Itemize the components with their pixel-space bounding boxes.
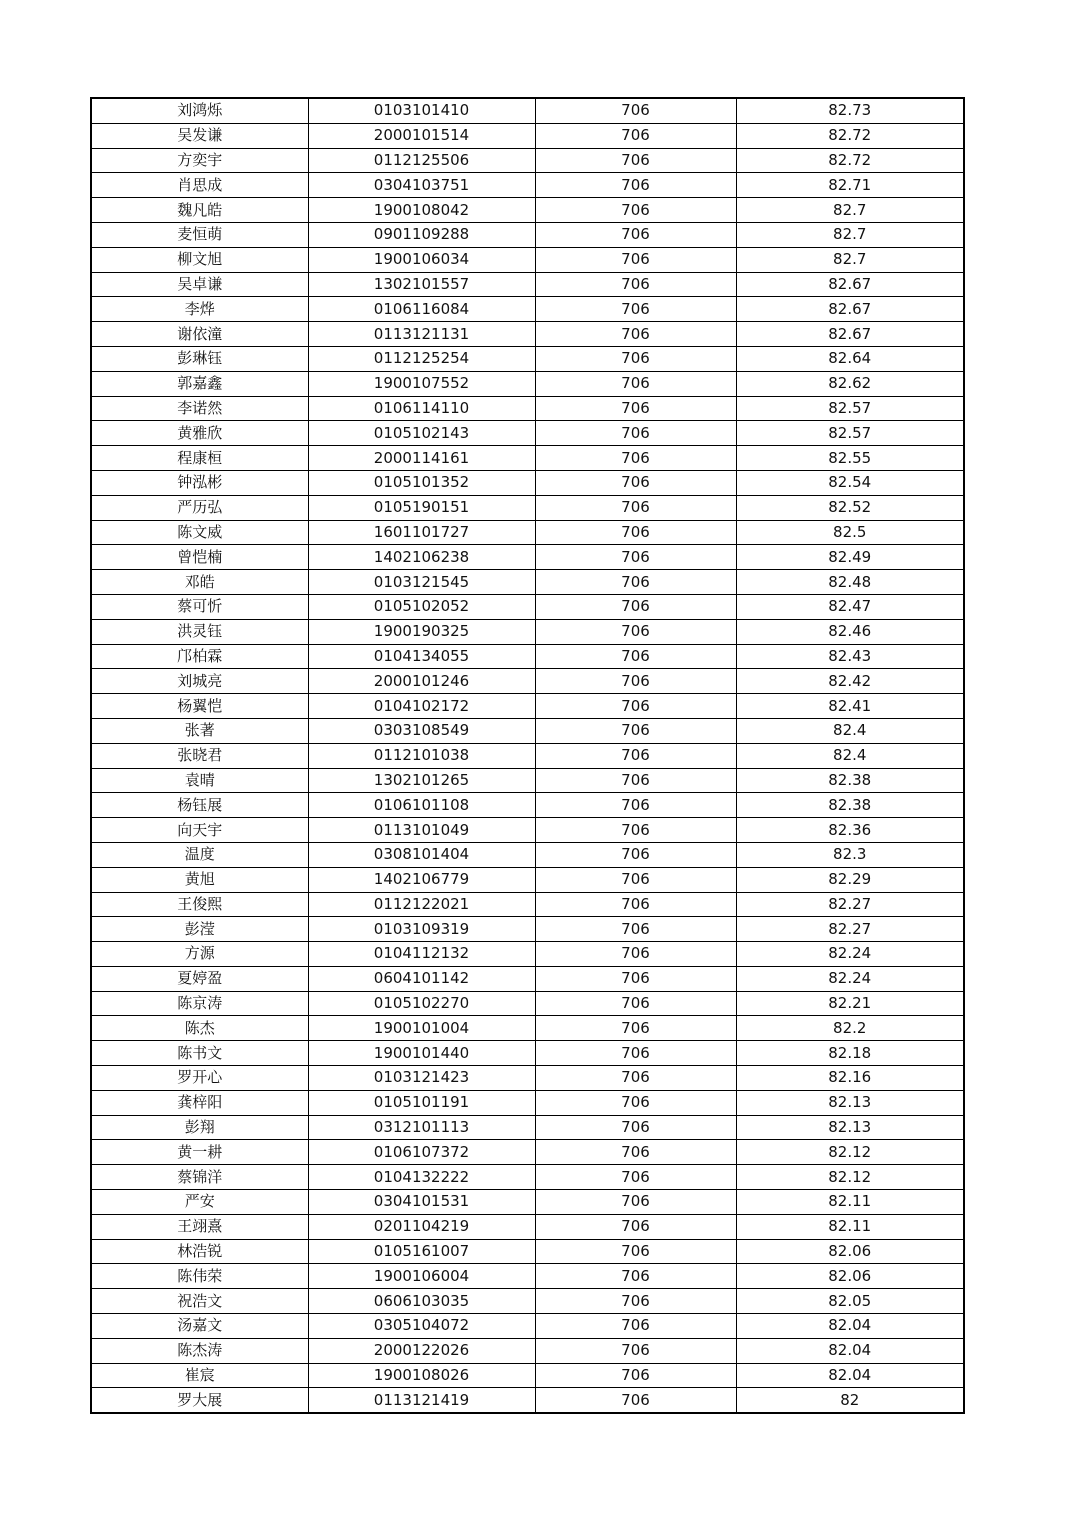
score-cell: 82.06	[736, 1264, 964, 1289]
table-row	[91, 1314, 964, 1339]
student-name-cell: 方奕宇	[91, 148, 308, 173]
score-table-body	[91, 98, 964, 1413]
score-cell: 82.38	[736, 768, 964, 793]
subject-code-cell: 706	[535, 1190, 736, 1215]
table-row	[91, 669, 964, 694]
exam-id-cell: 0303108549	[308, 718, 535, 743]
score-table	[90, 97, 965, 1414]
table-row	[91, 892, 964, 917]
table-row	[91, 371, 964, 396]
student-name-cell: 刘鸿烁	[91, 98, 308, 123]
student-name-cell: 杨钰展	[91, 793, 308, 818]
subject-code-cell: 706	[535, 1140, 736, 1165]
score-cell: 82.27	[736, 892, 964, 917]
student-name-cell: 杨翼恺	[91, 694, 308, 719]
subject-code-cell: 706	[535, 198, 736, 223]
table-row	[91, 98, 964, 123]
student-name-cell: 黄一耕	[91, 1140, 308, 1165]
student-name-cell: 肖思成	[91, 173, 308, 198]
student-name-cell: 曾恺楠	[91, 545, 308, 570]
subject-code-cell: 706	[535, 1066, 736, 1091]
score-cell: 82.67	[736, 272, 964, 297]
score-cell: 82.12	[736, 1165, 964, 1190]
subject-code-cell: 706	[535, 842, 736, 867]
table-row	[91, 594, 964, 619]
score-cell: 82.36	[736, 818, 964, 843]
exam-id-cell: 0105102052	[308, 594, 535, 619]
table-row	[91, 123, 964, 148]
subject-code-cell: 706	[535, 1090, 736, 1115]
table-row	[91, 842, 964, 867]
subject-code-cell: 706	[535, 1115, 736, 1140]
subject-code-cell: 706	[535, 173, 736, 198]
score-cell: 82.67	[736, 297, 964, 322]
exam-id-cell: 0312101113	[308, 1115, 535, 1140]
student-name-cell: 邓皓	[91, 570, 308, 595]
student-name-cell: 蔡可忻	[91, 594, 308, 619]
subject-code-cell: 706	[535, 718, 736, 743]
subject-code-cell: 706	[535, 644, 736, 669]
exam-id-cell: 0106114110	[308, 396, 535, 421]
subject-code-cell: 706	[535, 545, 736, 570]
table-row	[91, 1016, 964, 1041]
subject-code-cell: 706	[535, 917, 736, 942]
table-row	[91, 570, 964, 595]
score-cell: 82.24	[736, 966, 964, 991]
score-cell: 82.55	[736, 446, 964, 471]
exam-id-cell: 1900106034	[308, 247, 535, 272]
subject-code-cell: 706	[535, 495, 736, 520]
exam-id-cell: 1900101440	[308, 1041, 535, 1066]
exam-id-cell: 0106101108	[308, 793, 535, 818]
score-cell: 82.3	[736, 842, 964, 867]
student-name-cell: 林浩锐	[91, 1239, 308, 1264]
exam-id-cell: 0103109319	[308, 917, 535, 942]
student-name-cell: 柳文旭	[91, 247, 308, 272]
score-cell: 82.2	[736, 1016, 964, 1041]
score-cell: 82.7	[736, 222, 964, 247]
score-cell: 82.41	[736, 694, 964, 719]
exam-id-cell: 0113121131	[308, 322, 535, 347]
exam-id-cell: 2000101246	[308, 669, 535, 694]
table-row	[91, 619, 964, 644]
table-row	[91, 222, 964, 247]
table-row	[91, 917, 964, 942]
table-row	[91, 198, 964, 223]
student-name-cell: 李诺然	[91, 396, 308, 421]
subject-code-cell: 706	[535, 520, 736, 545]
exam-id-cell: 0104102172	[308, 694, 535, 719]
table-row	[91, 718, 964, 743]
exam-id-cell: 0104112132	[308, 942, 535, 967]
student-name-cell: 向天宇	[91, 818, 308, 843]
subject-code-cell: 706	[535, 396, 736, 421]
score-cell: 82.57	[736, 421, 964, 446]
score-cell: 82.06	[736, 1239, 964, 1264]
table-row	[91, 1190, 964, 1215]
subject-code-cell: 706	[535, 1264, 736, 1289]
score-cell: 82.11	[736, 1214, 964, 1239]
score-cell: 82.27	[736, 917, 964, 942]
table-row	[91, 148, 964, 173]
table-row	[91, 1090, 964, 1115]
subject-code-cell: 706	[535, 768, 736, 793]
score-cell: 82.11	[736, 1190, 964, 1215]
subject-code-cell: 706	[535, 1214, 736, 1239]
exam-id-cell: 0604101142	[308, 966, 535, 991]
table-row	[91, 1239, 964, 1264]
subject-code-cell: 706	[535, 867, 736, 892]
exam-id-cell: 1402106779	[308, 867, 535, 892]
subject-code-cell: 706	[535, 1041, 736, 1066]
student-name-cell: 刘城亮	[91, 669, 308, 694]
table-row	[91, 421, 964, 446]
score-cell: 82.57	[736, 396, 964, 421]
exam-id-cell: 0104134055	[308, 644, 535, 669]
score-cell: 82.04	[736, 1338, 964, 1363]
score-cell: 82.05	[736, 1289, 964, 1314]
exam-id-cell: 1900101004	[308, 1016, 535, 1041]
subject-code-cell: 706	[535, 98, 736, 123]
subject-code-cell: 706	[535, 793, 736, 818]
score-cell: 82.5	[736, 520, 964, 545]
score-cell: 82.13	[736, 1090, 964, 1115]
score-cell: 82.47	[736, 594, 964, 619]
exam-id-cell: 0305104072	[308, 1314, 535, 1339]
table-row	[91, 966, 964, 991]
student-name-cell: 钟泓彬	[91, 470, 308, 495]
table-row	[91, 1165, 964, 1190]
subject-code-cell: 706	[535, 694, 736, 719]
table-row	[91, 1041, 964, 1066]
exam-id-cell: 0113101049	[308, 818, 535, 843]
score-cell: 82.43	[736, 644, 964, 669]
table-row	[91, 818, 964, 843]
score-cell: 82.42	[736, 669, 964, 694]
subject-code-cell: 706	[535, 322, 736, 347]
table-row	[91, 1214, 964, 1239]
table-row	[91, 768, 964, 793]
exam-id-cell: 0103121545	[308, 570, 535, 595]
subject-code-cell: 706	[535, 619, 736, 644]
student-name-cell: 陈杰	[91, 1016, 308, 1041]
exam-id-cell: 0901109288	[308, 222, 535, 247]
table-row	[91, 793, 964, 818]
subject-code-cell: 706	[535, 1314, 736, 1339]
student-name-cell: 严安	[91, 1190, 308, 1215]
exam-id-cell: 0105101191	[308, 1090, 535, 1115]
table-row	[91, 1363, 964, 1388]
score-cell: 82.52	[736, 495, 964, 520]
score-cell: 82.24	[736, 942, 964, 967]
exam-id-cell: 0105101352	[308, 470, 535, 495]
student-name-cell: 魏凡皓	[91, 198, 308, 223]
table-row	[91, 991, 964, 1016]
table-row	[91, 520, 964, 545]
subject-code-cell: 706	[535, 991, 736, 1016]
student-name-cell: 方源	[91, 942, 308, 967]
student-name-cell: 蔡锦洋	[91, 1165, 308, 1190]
exam-id-cell: 0112125254	[308, 346, 535, 371]
table-row	[91, 867, 964, 892]
table-row	[91, 495, 964, 520]
table-row	[91, 470, 964, 495]
exam-id-cell: 0201104219	[308, 1214, 535, 1239]
score-cell: 82.38	[736, 793, 964, 818]
exam-id-cell: 0103101410	[308, 98, 535, 123]
score-cell: 82.4	[736, 718, 964, 743]
table-row	[91, 446, 964, 471]
score-cell: 82.49	[736, 545, 964, 570]
student-name-cell: 罗大展	[91, 1388, 308, 1413]
score-cell: 82.04	[736, 1363, 964, 1388]
table-row	[91, 272, 964, 297]
score-cell: 82.46	[736, 619, 964, 644]
exam-id-cell: 1601101727	[308, 520, 535, 545]
score-cell: 82.21	[736, 991, 964, 1016]
score-cell: 82.13	[736, 1115, 964, 1140]
exam-id-cell: 0106107372	[308, 1140, 535, 1165]
exam-id-cell: 1900106004	[308, 1264, 535, 1289]
exam-id-cell: 2000114161	[308, 446, 535, 471]
subject-code-cell: 706	[535, 1388, 736, 1413]
score-cell: 82.64	[736, 346, 964, 371]
subject-code-cell: 706	[535, 594, 736, 619]
table-row	[91, 1066, 964, 1091]
score-cell: 82.67	[736, 322, 964, 347]
table-row	[91, 1115, 964, 1140]
student-name-cell: 麦恒萌	[91, 222, 308, 247]
exam-id-cell: 0112101038	[308, 743, 535, 768]
student-name-cell: 王俊熙	[91, 892, 308, 917]
student-name-cell: 黄旭	[91, 867, 308, 892]
exam-id-cell: 0103121423	[308, 1066, 535, 1091]
subject-code-cell: 706	[535, 942, 736, 967]
student-name-cell: 彭滢	[91, 917, 308, 942]
exam-id-cell: 1302101557	[308, 272, 535, 297]
exam-id-cell: 1900107552	[308, 371, 535, 396]
subject-code-cell: 706	[535, 570, 736, 595]
table-row	[91, 173, 964, 198]
score-cell: 82.18	[736, 1041, 964, 1066]
subject-code-cell: 706	[535, 1338, 736, 1363]
student-name-cell: 温度	[91, 842, 308, 867]
score-cell: 82.73	[736, 98, 964, 123]
exam-id-cell: 0106116084	[308, 297, 535, 322]
subject-code-cell: 706	[535, 1363, 736, 1388]
student-name-cell: 陈伟荣	[91, 1264, 308, 1289]
table-row	[91, 644, 964, 669]
subject-code-cell: 706	[535, 1016, 736, 1041]
score-cell: 82.04	[736, 1314, 964, 1339]
student-name-cell: 洪灵钰	[91, 619, 308, 644]
table-row	[91, 694, 964, 719]
exam-id-cell: 0112125506	[308, 148, 535, 173]
subject-code-cell: 706	[535, 123, 736, 148]
score-cell: 82.62	[736, 371, 964, 396]
table-row	[91, 1388, 964, 1413]
exam-id-cell: 0105161007	[308, 1239, 535, 1264]
student-name-cell: 郭嘉鑫	[91, 371, 308, 396]
score-cell: 82.54	[736, 470, 964, 495]
exam-id-cell: 2000101514	[308, 123, 535, 148]
student-name-cell: 祝浩文	[91, 1289, 308, 1314]
student-name-cell: 吴卓谦	[91, 272, 308, 297]
student-name-cell: 吴发谦	[91, 123, 308, 148]
table-row	[91, 1140, 964, 1165]
subject-code-cell: 706	[535, 1165, 736, 1190]
table-row	[91, 247, 964, 272]
score-cell: 82.7	[736, 198, 964, 223]
exam-id-cell: 0105102143	[308, 421, 535, 446]
score-cell: 82.48	[736, 570, 964, 595]
student-name-cell: 陈杰涛	[91, 1338, 308, 1363]
exam-id-cell: 1900108042	[308, 198, 535, 223]
exam-id-cell: 0105190151	[308, 495, 535, 520]
subject-code-cell: 706	[535, 966, 736, 991]
student-name-cell: 程康桓	[91, 446, 308, 471]
score-cell: 82.72	[736, 148, 964, 173]
table-row	[91, 1338, 964, 1363]
student-name-cell: 李烨	[91, 297, 308, 322]
exam-id-cell: 0104132222	[308, 1165, 535, 1190]
exam-id-cell: 0105102270	[308, 991, 535, 1016]
score-cell: 82.16	[736, 1066, 964, 1091]
exam-id-cell: 1402106238	[308, 545, 535, 570]
student-name-cell: 汤嘉文	[91, 1314, 308, 1339]
subject-code-cell: 706	[535, 446, 736, 471]
exam-id-cell: 0112122021	[308, 892, 535, 917]
table-row	[91, 942, 964, 967]
exam-id-cell: 1900108026	[308, 1363, 535, 1388]
student-name-cell: 龚梓阳	[91, 1090, 308, 1115]
table-row	[91, 322, 964, 347]
student-name-cell: 崔宸	[91, 1363, 308, 1388]
student-name-cell: 彭翔	[91, 1115, 308, 1140]
student-name-cell: 陈书文	[91, 1041, 308, 1066]
student-name-cell: 严历弘	[91, 495, 308, 520]
student-name-cell: 张著	[91, 718, 308, 743]
student-name-cell: 陈京涛	[91, 991, 308, 1016]
subject-code-cell: 706	[535, 247, 736, 272]
score-cell: 82	[736, 1388, 964, 1413]
student-name-cell: 王翊熹	[91, 1214, 308, 1239]
score-cell: 82.7	[736, 247, 964, 272]
exam-id-cell: 0113121419	[308, 1388, 535, 1413]
subject-code-cell: 706	[535, 743, 736, 768]
table-row	[91, 743, 964, 768]
table-row	[91, 1264, 964, 1289]
exam-id-cell: 0304103751	[308, 173, 535, 198]
score-cell: 82.72	[736, 123, 964, 148]
score-cell: 82.71	[736, 173, 964, 198]
student-name-cell: 罗开心	[91, 1066, 308, 1091]
subject-code-cell: 706	[535, 272, 736, 297]
exam-id-cell: 0308101404	[308, 842, 535, 867]
subject-code-cell: 706	[535, 222, 736, 247]
student-name-cell: 夏婷盈	[91, 966, 308, 991]
exam-id-cell: 2000122026	[308, 1338, 535, 1363]
table-row	[91, 297, 964, 322]
student-name-cell: 张晓君	[91, 743, 308, 768]
subject-code-cell: 706	[535, 1239, 736, 1264]
table-row	[91, 396, 964, 421]
subject-code-cell: 706	[535, 669, 736, 694]
score-cell: 82.12	[736, 1140, 964, 1165]
table-row	[91, 346, 964, 371]
student-name-cell: 黄雅欣	[91, 421, 308, 446]
subject-code-cell: 706	[535, 470, 736, 495]
subject-code-cell: 706	[535, 297, 736, 322]
student-name-cell: 袁晴	[91, 768, 308, 793]
subject-code-cell: 706	[535, 1289, 736, 1314]
exam-id-cell: 1900190325	[308, 619, 535, 644]
subject-code-cell: 706	[535, 421, 736, 446]
subject-code-cell: 706	[535, 148, 736, 173]
student-name-cell: 谢依潼	[91, 322, 308, 347]
exam-id-cell: 0606103035	[308, 1289, 535, 1314]
exam-id-cell: 0304101531	[308, 1190, 535, 1215]
subject-code-cell: 706	[535, 818, 736, 843]
exam-id-cell: 1302101265	[308, 768, 535, 793]
student-name-cell: 邝柏霖	[91, 644, 308, 669]
table-row	[91, 545, 964, 570]
score-cell: 82.4	[736, 743, 964, 768]
table-row	[91, 1289, 964, 1314]
score-cell: 82.29	[736, 867, 964, 892]
subject-code-cell: 706	[535, 892, 736, 917]
subject-code-cell: 706	[535, 346, 736, 371]
student-name-cell: 陈文威	[91, 520, 308, 545]
student-name-cell: 彭琳钰	[91, 346, 308, 371]
subject-code-cell: 706	[535, 371, 736, 396]
